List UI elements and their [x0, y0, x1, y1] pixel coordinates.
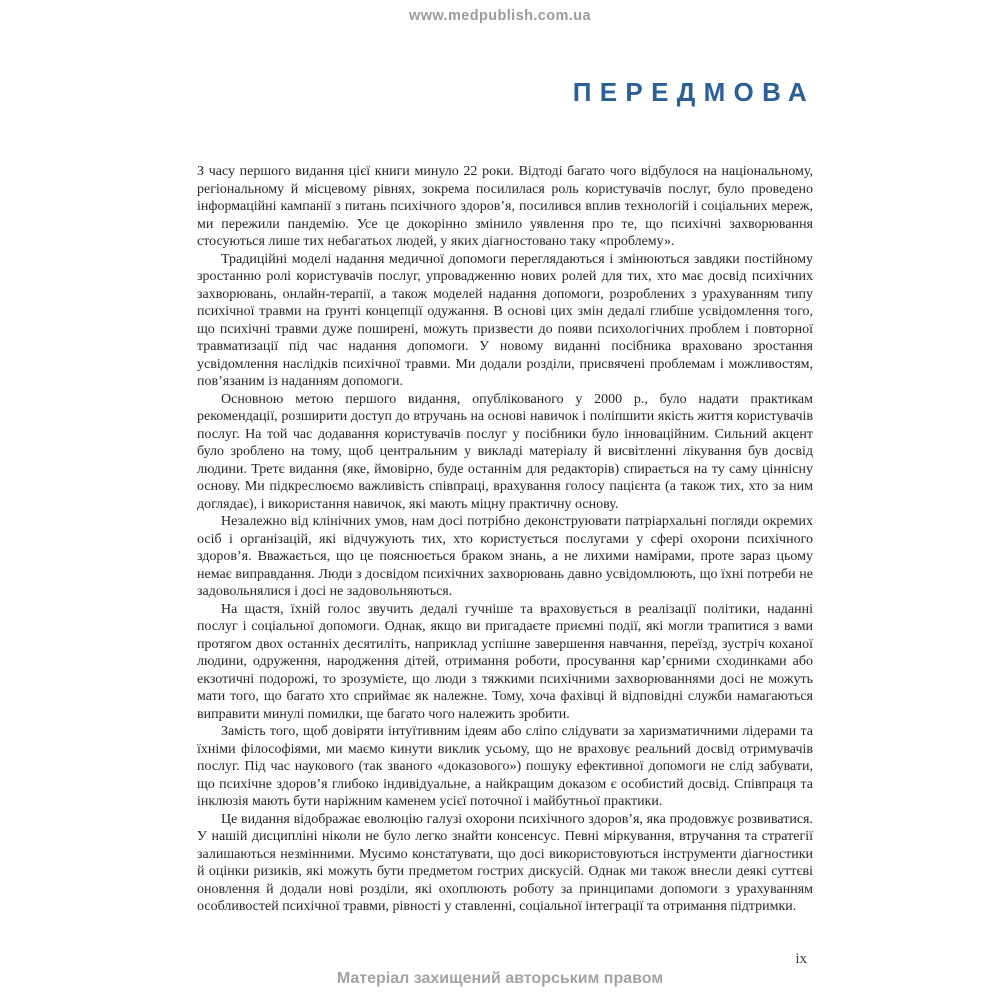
- copyright-notice: Матеріал захищений авторським правом: [336, 970, 664, 987]
- paragraph: З часу першого видання цієї книги минуло 22 роки. Відтоді багато чого відбулося на національному, регіональному й місцевому рівнях, зокрема посилилася роль користувачів послуг, було проведено інформаційні кампанії з питань психічного здоров’я, посилився вплив технологій і соціальних мереж, ми пережили пандемію. Усе це докорінно змінило уявлення про те, що психічні захворювання стосуються лише тих небагатьох людей, у яких діагностовано таку «проблему».: [197, 164, 813, 249]
- paragraph: Це видання відображає еволюцію галузі охорони психічного здоров’я, яка продовжує розвиватися. У нашій дисципліні ніколи не було легко знайти консенсус. Певні міркування, втручання та стратегії залишаються незмінними. Мусимо констатувати, що досі використовуються інструменти діагностики й оцінки ризиків, які можуть бути предметом гострих дискусій. Однак ми також внесли деякі суттєві оновлення й додали нові розділи, які охоплюють роботу за принципами допомоги з урахуванням особливостей психічної травми, рівності у ставленні, соціальної інтеграції та отримання підтримки.: [197, 811, 813, 914]
- page-number: ix: [795, 951, 807, 967]
- publisher-url: www.medpublish.com.ua: [409, 8, 591, 24]
- chapter-title: ПЕРЕДМОВА: [572, 77, 815, 108]
- paragraph: Незалежно від клінічних умов, нам досі потрібно деконструювати патріархальні погляди окремих осіб і організацій, які відчужують тих, хто користується послугами у сфері охорони психічного здоров’я. Вважається, що це пояснюється браком знань, а не лихими намірами, проте зараз цьому немає виправдання. Люди з досвідом психічних захворювань давно усвідомлюють, що їхні потреби не задовольнялися і досі не задовольняються.: [197, 514, 813, 599]
- paragraph: Основною метою першого видання, опублікованого у 2000 р., було надати практикам рекомендації, розширити доступ до втручань на основі навичок і поліпшити якість життя користувачів послуг. На той час додавання користувачів послуг у посібники було інноваційним. Сильний акцент було зроблено на тому, щоб центральним у викладі матеріалу й висвітленні лікування був досвід людини. Третє видання (яке, ймовірно, буде останнім для редакторів) спирається на ту саму ціннісну основу. Ми підкреслюємо важливість співпраці, врахування голосу пацієнта (а також тих, хто за ним доглядає), і використання навичок, які мають міцну практичну основу.: [197, 391, 813, 512]
- paragraph: Замість того, щоб довіряти інтуїтивним ідеям або сліпо слідувати за харизматичними лідерами та їхніми філософіями, ми маємо кинути виклик усьому, що не враховує реальний досвід отримувачів послуг. Під час наукового (так званого «доказового») пошуку ефективної допомоги не слід забувати, що психічне здоров’я глибоко індивідуальне, а найкращим доказом є особистий досвід. Співпраця та інклюзія мають бути наріжним каменем усієї поточної і майбутньої практики.: [197, 724, 813, 809]
- paragraph: Традиційні моделі надання медичної допомоги переглядаються і змінюються завдяки постійному зростанню ролі користувачів послуг, упровадженню нових ролей для тих, хто має досвід психічних захворювань, онлайн-терапії, а також моделей надання допомоги, розроблених з урахуванням типу психічної травми на ґрунті концепції одужання. В основі цих змін дедалі глибше усвідомлення того, що психічні травми дуже поширені, можуть призвести до появи психологічних проблем і повторної травматизації під час надання допомоги. У новому виданні посібника враховано зростання усвідомлення наслідків психічної травми. Ми додали розділи, присвячені проблемам і можливостям, пов’язаним із наданням допомоги.: [197, 251, 813, 389]
- paragraph: На щастя, їхній голос звучить дедалі гучніше та враховується в реалізації політики, наданні послуг і соціальної допомоги. Однак, якщо ви пригадаєте приємні події, які могли трапитися з вами протягом двох останніх десятиліть, наприклад успішне завершення навчання, переїзд, зустріч коханої людини, одруження, народження дітей, отримання роботи, просування кар’єрними сходинками або екзотичні подорожі, то зрозумієте, що люди з тяжкими психічними захворюваннями досі не можуть мати того, що багато хто сприймає як належне. Тому, хоча фахівці й відповідні служби намагаються виправити минулі помилки, ще багато чого належить зробити.: [197, 601, 813, 722]
- preface-text: [197, 163, 813, 916]
